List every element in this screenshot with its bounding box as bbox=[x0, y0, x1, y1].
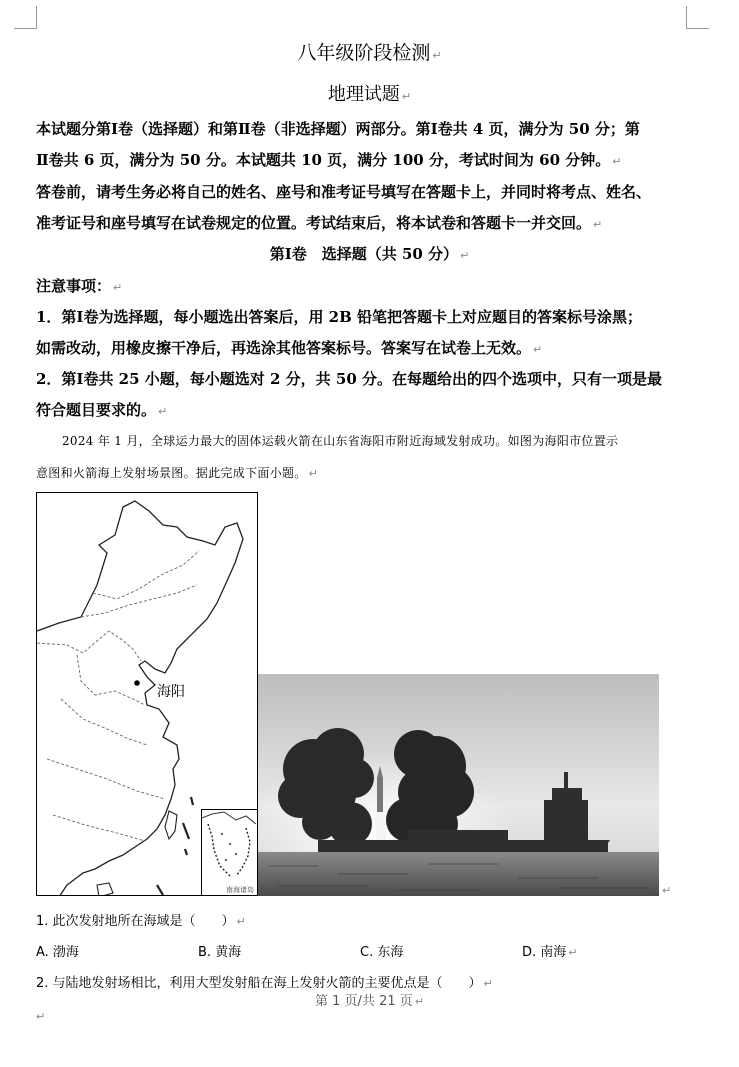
notes-heading-text: 注意事项： bbox=[36, 277, 112, 295]
paragraph-mark: ↵ bbox=[414, 995, 424, 1008]
paragraph-mark: ↵ bbox=[483, 977, 493, 990]
page-title bbox=[0, 38, 739, 65]
section-title-text: 第Ⅰ卷 选择题（共 50 分） bbox=[269, 245, 459, 263]
question-2-text: 2. 与陆地发射场相比，利用大型发射船在海上发射火箭的主要优点是（ ） bbox=[36, 976, 482, 991]
question-1-option-b: B. 黄海 bbox=[198, 945, 242, 960]
instruction-line-4-text: 准考证号和座号填写在试卷规定的位置。考试结束后，将本试卷和答题卡一并交回。 bbox=[36, 214, 592, 232]
passage-line-2 bbox=[36, 464, 686, 481]
paragraph-mark: ↵ bbox=[533, 343, 543, 356]
note-1-line-2 bbox=[36, 337, 542, 358]
instruction-line-3: 答卷前，请考生务必将自己的姓名、座号和准考证号填写在答题卡上，并同时将考点、姓名、 bbox=[36, 183, 652, 201]
page-subtitle bbox=[0, 80, 739, 106]
province-boundary bbox=[53, 815, 145, 841]
island-chain bbox=[157, 797, 193, 895]
location-map bbox=[36, 492, 258, 896]
page-title-text: 八年级阶段检测 bbox=[297, 42, 431, 64]
sea bbox=[258, 852, 659, 896]
section-title bbox=[0, 243, 739, 264]
paragraph-mark: ↵ bbox=[432, 49, 442, 62]
page-footer bbox=[0, 990, 739, 1009]
province-boundary bbox=[77, 655, 145, 705]
launch-scene bbox=[258, 674, 659, 896]
paragraph-mark: ↵ bbox=[401, 90, 412, 103]
note-1-line-2-text: 如需改动，用橡皮擦干净后，再选涂其他答案标号。答案写在试卷上无效。 bbox=[36, 339, 532, 357]
passage-line-2-text: 意图和火箭海上发射场景图。据此完成下面小题。 bbox=[36, 466, 307, 480]
instruction-line-2-text: Ⅱ卷共 6 页，满分为 50 分。本试题共 10 页，满分 100 分，考试时间为 60 分钟。 bbox=[36, 151, 611, 169]
paragraph-mark: ↵ bbox=[36, 1010, 46, 1023]
note-1-line-1: 1．第Ⅰ卷为选择题，每小题选出答案后，用 2B 铅笔把答题卡上对应题目的答案标号涂黑； bbox=[36, 308, 643, 326]
haiyang-location-marker bbox=[134, 680, 140, 686]
question-2 bbox=[36, 972, 493, 991]
inset-label: 南海诸岛 bbox=[226, 886, 254, 894]
rocket bbox=[377, 778, 383, 812]
paragraph-mark: ↵ bbox=[308, 467, 319, 480]
question-1-option-c: C. 东海 bbox=[360, 945, 404, 960]
instruction-line-4 bbox=[36, 212, 602, 233]
paragraph-mark: ↵ bbox=[158, 405, 168, 418]
province-boundary bbox=[61, 699, 147, 745]
page-number: 第 1 页/共 21 页 bbox=[315, 994, 413, 1009]
note-2-line-2-text: 符合题目要求的。 bbox=[36, 401, 157, 419]
rocket-launch-photo bbox=[258, 674, 659, 896]
inset-boundary bbox=[208, 824, 250, 876]
south-china-sea-inset bbox=[201, 809, 258, 896]
province-boundary bbox=[93, 551, 199, 599]
province-boundary bbox=[37, 631, 141, 661]
paragraph-mark: ↵ bbox=[612, 155, 622, 168]
question-1-text: 1. 此次发射地所在海域是（ ） bbox=[36, 914, 235, 929]
crop-mark-top-right bbox=[686, 6, 709, 29]
note-2-line-1: 2．第Ⅰ卷共 25 小题，每小题选对 2 分，共 50 分。在每题给出的四个选项中，只有一项是最 bbox=[36, 370, 662, 388]
notes-heading bbox=[36, 275, 122, 296]
inset-drawing bbox=[202, 810, 258, 884]
paragraph-mark: ↵ bbox=[662, 884, 672, 897]
inset-coastline bbox=[202, 812, 256, 824]
paragraph-mark: ↵ bbox=[460, 249, 470, 262]
instruction-line-1: 本试题分第Ⅰ卷（选择题）和第Ⅱ卷（非选择题）两部分。第Ⅰ卷共 4 页，满分为 50 分；第 bbox=[36, 120, 640, 138]
question-1 bbox=[36, 910, 246, 929]
passage-line-1: 2024 年 1 月，全球运力最大的固体运载火箭在山东省海阳市附近海域发射成功。如图为海阳市位置示 bbox=[62, 434, 619, 448]
hainan-island bbox=[97, 883, 113, 896]
page-subtitle-text: 地理试题 bbox=[327, 84, 400, 105]
question-1-option-d-text: D. 南海 bbox=[522, 945, 567, 960]
paragraph-mark: ↵ bbox=[568, 946, 578, 959]
question-1-option-d bbox=[522, 941, 578, 960]
crop-mark-top-left bbox=[14, 6, 37, 29]
instruction-line-2 bbox=[36, 149, 621, 170]
note-2-line-2 bbox=[36, 399, 167, 420]
taiwan-island bbox=[165, 811, 177, 839]
province-boundary bbox=[47, 759, 165, 799]
map-label-haiyang: 海阳 bbox=[157, 684, 185, 700]
paragraph-mark: ↵ bbox=[236, 915, 246, 928]
paragraph-mark: ↵ bbox=[593, 218, 603, 231]
paragraph-mark: ↵ bbox=[113, 281, 123, 294]
question-1-option-a: A. 渤海 bbox=[36, 945, 79, 960]
province-boundary bbox=[81, 585, 197, 617]
